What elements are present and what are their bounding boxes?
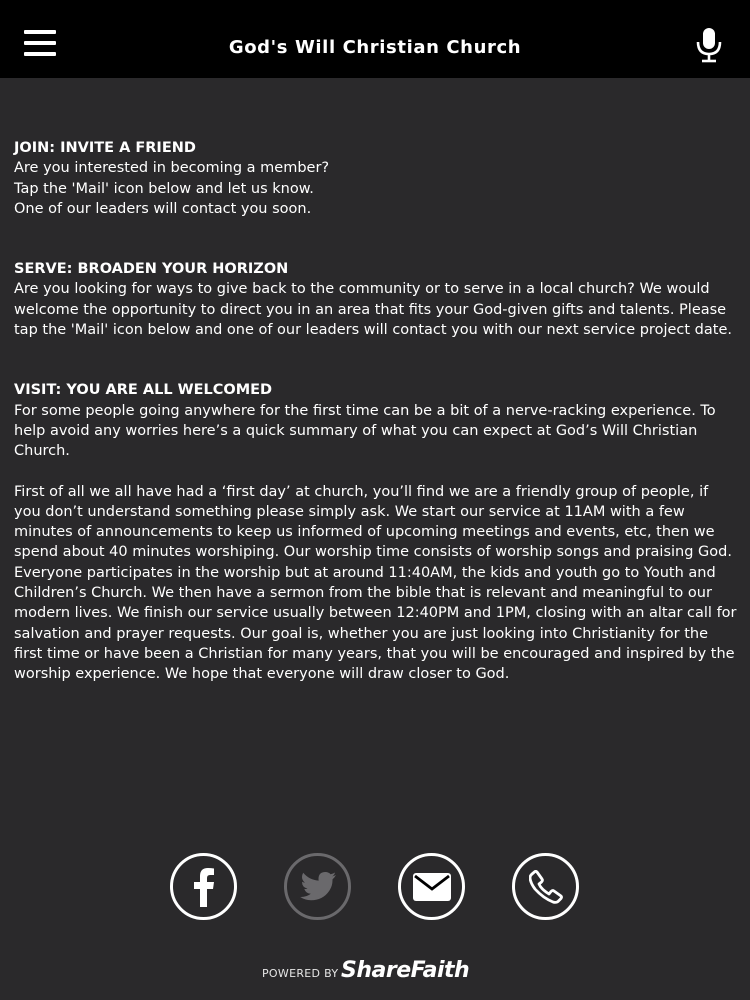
page-title: God's Will Christian Church — [228, 37, 522, 58]
facebook-button[interactable] — [170, 853, 237, 920]
section-text: For some people going anywhere for the first time can be a bit of a nerve-racking experience. To help avoid any worries here’s a quick summary of what you can expect at God’s Will Christian Church. — [14, 402, 716, 460]
phone-icon — [529, 870, 563, 904]
section-visit — [14, 380, 738, 684]
section-serve — [14, 259, 738, 340]
phone-button[interactable] — [512, 853, 579, 920]
section-join — [14, 138, 738, 219]
page-content — [14, 138, 738, 725]
section-heading: VISIT: YOU ARE ALL WELCOMED — [14, 382, 273, 399]
section-heading: JOIN: INVITE A FRIEND — [14, 140, 196, 156]
sharefaith-logo[interactable]: ShareFaith — [341, 958, 470, 983]
microphone-icon[interactable] — [695, 27, 723, 63]
twitter-button[interactable] — [284, 853, 351, 920]
powered-by — [0, 956, 750, 988]
mail-icon — [413, 873, 451, 901]
app-header — [0, 0, 750, 78]
section-text: Are you looking for ways to give back to the community or to serve in a local church? We would welcome the opportunity to direct you in an area that fits your God-given gifts and talents. Please tap the 'Mail' icon below and one of our leaders will contact you with our next service project date. — [14, 281, 732, 339]
section-heading: SERVE: BROADEN YOUR HORIZON — [14, 261, 289, 278]
powered-by-label: POWERED BY — [262, 967, 339, 980]
social-bar — [0, 853, 750, 921]
facebook-icon — [187, 867, 221, 907]
twitter-icon — [299, 871, 337, 903]
section-text: First of all we all have had a ‘first day’ at church, you’ll find we are a friendly group of people, if you don’t understand something please simply ask. We start our service at 11AM with a few minutes of announcements to keep us informed of upcoming meetings and events, etc, then we spend about 40 minutes worshiping. Our worship time consists of worship songs and praising God. Everyone participates in the worship but at around 11:40AM, the kids and youth go to Youth and Children’s Church. We then have a sermon from the bible that is relevant and meaningful to our modern lives. We finish our service usually between 12:40PM and 1PM, closing with an altar call for salvation and prayer requests. Our goal is, whether you are just looking into Christianity for the first time or have been a Christian for many years, that you will be encouraged and inspired by the worship experience. We hope that everyone will draw closer to God. — [14, 483, 737, 683]
mail-button[interactable] — [398, 853, 465, 920]
section-text: Are you interested in becoming a member? Tap the 'Mail' icon below and let us know. One of our leaders will contact you soon. — [14, 160, 330, 217]
